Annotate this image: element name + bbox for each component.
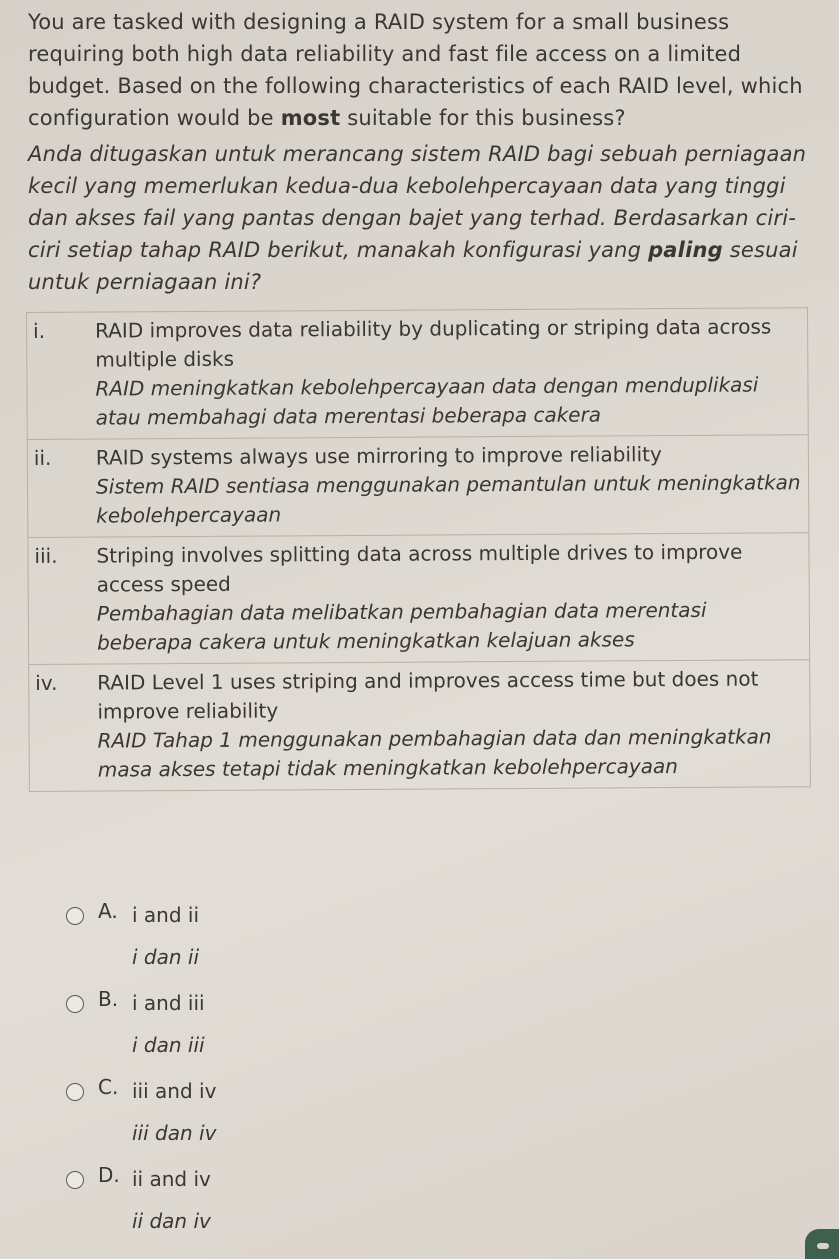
option-letter: D. [98, 1163, 120, 1187]
statement-malay: Pembahagian data melibatkan pembahagian data merentasi beberapa cakera untuk meningkatkan kelajuan akses [96, 597, 707, 655]
answer-options [64, 895, 764, 1247]
option-english: iii and iv [132, 1079, 217, 1103]
question-english-part-2: suitable for this business? [340, 106, 626, 130]
statement-malay: Sistem RAID sentiasa menggunakan pemantulan untuk meningkatkan kebolehpercayaan [95, 470, 801, 528]
statement-row [29, 660, 811, 792]
statement-number: i. [27, 312, 84, 439]
statement-row [27, 308, 809, 440]
question-english-part-1: You are tasked with designing a RAID system for a small business requiring both high data reliability and fast file access on a limited budget. Based on the following characteristics of each RAID level, which configuration would be [28, 10, 803, 130]
statement-english: Striping involves splitting data across multiple drives to improve access speed [96, 539, 743, 597]
question-malay [28, 138, 828, 298]
option-a[interactable] [64, 895, 764, 983]
statement-text [83, 308, 808, 439]
question-malay-emphasis: paling [648, 238, 723, 262]
statement-malay: RAID Tahap 1 menggunakan pembahagian data dan meningkatkan masa akses tetapi tidak meningkatkan kebolehpercayaan [97, 724, 772, 782]
option-english: i and ii [132, 903, 200, 927]
corner-widget-icon[interactable] [805, 1229, 839, 1259]
option-english: ii and iv [132, 1167, 211, 1191]
question-malay-part-1: Anda ditugaskan untuk merancang sistem RAID bagi sebuah perniagaan kecil yang memerlukan kedua-dua kebolehpercayaan data yang tinggi dan akses fail yang pantas dengan bajet yang terhad. Berdasarkan ciri-ciri setiap tahap RAID berikut, manakah konfigurasi yang [28, 142, 807, 262]
question-malay-part-2: sesuai untuk perniagaan ini? [28, 238, 798, 294]
option-b-radio[interactable] [66, 995, 84, 1013]
statement-malay: RAID meningkatkan kebolehpercayaan data dengan menduplikasi atau membahagi data merentasi beberapa cakera [95, 372, 759, 430]
question-english-emphasis: most [280, 106, 341, 130]
statement-english: RAID Level 1 uses striping and improves access time but does not improve reliability [97, 666, 759, 724]
option-a-radio[interactable] [66, 907, 84, 925]
option-letter: A. [98, 899, 118, 923]
option-b[interactable] [64, 983, 764, 1071]
option-d[interactable] [64, 1159, 764, 1247]
option-c[interactable] [64, 1071, 764, 1159]
option-letter: C. [98, 1075, 119, 1099]
option-malay: i dan iii [132, 1033, 205, 1057]
option-c-radio[interactable] [66, 1083, 84, 1101]
statement-row [27, 435, 809, 538]
statement-english: RAID improves data reliability by duplicating or striping data across multiple disks [95, 314, 772, 372]
statement-english: RAID systems always use mirroring to improve reliability [95, 442, 662, 470]
statement-number: iii. [28, 537, 85, 664]
statement-row [28, 533, 810, 665]
statement-number: ii. [27, 439, 84, 537]
statement-text [84, 533, 809, 664]
option-malay: iii dan iv [132, 1121, 217, 1145]
statement-number: iv. [29, 664, 86, 791]
statements-table [26, 307, 811, 792]
statement-text [85, 660, 810, 791]
statement-text [84, 435, 809, 537]
option-d-radio[interactable] [66, 1171, 84, 1189]
question-english [28, 6, 828, 134]
option-english: i and iii [132, 991, 205, 1015]
option-letter: B. [98, 987, 119, 1011]
option-malay: ii dan iv [132, 1209, 211, 1233]
option-malay: i dan ii [132, 945, 200, 969]
question-text [28, 6, 828, 298]
